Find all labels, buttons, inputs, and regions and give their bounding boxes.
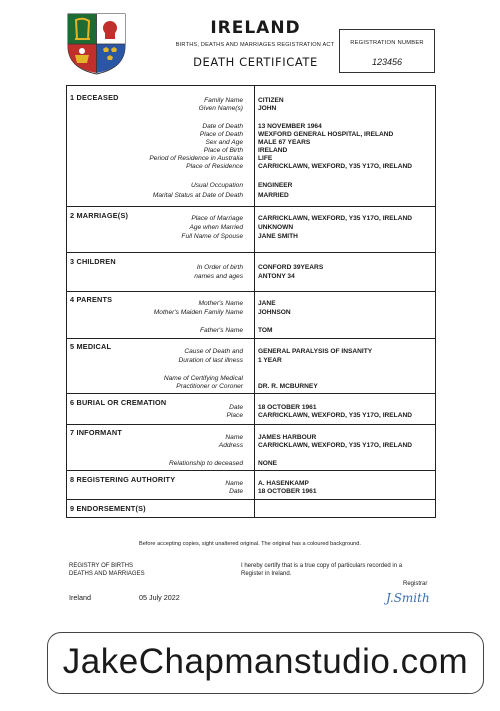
label-mother-maiden: Mother's Maiden Family Name — [153, 309, 243, 316]
value-informant-name: JAMES HARBOUR — [258, 434, 317, 441]
value-burial-place: CARRICKLAWN, WEXFORD, Y35 Y17O, IRELAND — [258, 412, 412, 419]
registration-number-box — [339, 29, 435, 73]
coat-of-arms-icon — [67, 13, 126, 75]
certificate-table — [66, 85, 436, 518]
certify-line-1: I hereby certify that is a true copy of particulars recorded in a — [241, 563, 403, 569]
label-informant-address: Address — [218, 442, 243, 449]
value-certifier: DR. R. MCBURNEY — [258, 383, 318, 390]
value-burial-date: 18 OCTOBER 1961 — [258, 404, 317, 411]
label-children-names: names and ages — [194, 273, 243, 280]
value-given-names: JOHN — [258, 105, 277, 112]
label-place-of-death: Place of Death — [199, 131, 243, 138]
label-marriage-age: Age when Married — [189, 224, 243, 231]
label-occupation: Usual Occupation — [190, 182, 243, 189]
watermark-text: JakeChapmanstudio.com — [62, 642, 469, 681]
label-children-order: In Order of birth — [196, 264, 243, 271]
section-title-children: 3 CHILDREN — [70, 257, 116, 266]
copy-notice: Before accepting copies, sight unaltered original. The original has a coloured background. — [139, 541, 361, 547]
label-mother: Mother's Name — [198, 300, 243, 307]
section-title-deceased: 1 DECEASED — [70, 93, 119, 102]
value-illness-duration: 1 YEAR — [258, 357, 282, 364]
label-marital-status: Marital Status at Date of Death — [152, 192, 243, 199]
label-place-of-birth: Place of Birth — [203, 147, 243, 154]
label-residence-period: Period of Residence in Australia — [149, 155, 243, 162]
divider — [67, 252, 435, 253]
label-father: Father's Name — [199, 327, 243, 334]
issue-place: Ireland — [69, 593, 91, 602]
issue-date: 05 July 2022 — [139, 593, 180, 602]
value-child-2: ANTONY 34 — [258, 273, 295, 280]
section-title-informant: 7 INFORMANT — [70, 428, 123, 437]
label-relationship: Relationship to deceased — [168, 460, 243, 467]
document-title: IRELAND — [210, 18, 301, 38]
section-title-burial: 6 BURIAL OR CREMATION — [70, 398, 167, 407]
label-certifier-2: Practitioner or Coroner — [176, 383, 243, 390]
certify-line-2: Register in Ireland. — [241, 571, 292, 577]
label-burial-place: Place — [226, 412, 243, 419]
value-residence-period: LIFE — [258, 155, 273, 162]
section-title-registering-authority: 8 REGISTERING AUTHORITY — [70, 475, 176, 484]
value-relationship: NONE — [258, 460, 278, 467]
label-date-of-death: Date of Death — [202, 123, 243, 130]
divider — [67, 206, 435, 207]
label-marriage-place: Place of Marriage — [191, 215, 243, 222]
value-child-1: CONFORD 39YEARS — [258, 264, 324, 271]
label-family-name: Family Name — [204, 97, 243, 104]
label-given-names: Given Name(s) — [198, 105, 243, 112]
label-informant-name: Name — [225, 434, 243, 441]
label-place-of-residence: Place of Residence — [186, 163, 243, 170]
section-title-medical: 5 MEDICAL — [70, 342, 112, 351]
section-title-endorsements: 9 ENDORSEMENT(S) — [70, 504, 146, 513]
divider — [67, 291, 435, 292]
registrar-signature: J.Smith — [386, 591, 430, 605]
registration-act: BIRTHS, DEATHS AND MARRIAGES REGISTRATION ACT — [175, 42, 335, 48]
label-authority-name: Name — [225, 480, 243, 487]
label-cause-of-death: Cause of Death and — [184, 348, 243, 355]
divider — [67, 499, 435, 500]
label-spouse: Full Name of Spouse — [181, 233, 243, 240]
registry-line-1: REGISTRY OF BIRTHS — [69, 563, 134, 569]
label-burial-date: Date — [229, 404, 243, 411]
value-mother: JANE — [258, 300, 276, 307]
divider — [67, 393, 435, 394]
column-divider — [254, 86, 255, 517]
registrar-label: Registrar — [403, 581, 428, 587]
label-authority-date: Date — [229, 488, 243, 495]
value-authority-date: 18 OCTOBER 1961 — [258, 488, 317, 495]
registration-number: 123456 — [371, 57, 403, 67]
divider — [67, 338, 435, 339]
value-place-of-death: WEXFORD GENERAL HOSPITAL, IRELAND — [258, 131, 394, 138]
label-certifier-1: Name of Certifying Medical — [163, 375, 243, 382]
value-father: TOM — [258, 327, 273, 334]
label-sex-age: Sex and Age — [205, 139, 243, 146]
value-place-of-birth: IRELAND — [258, 147, 288, 154]
value-date-of-death: 13 NOVEMBER 1964 — [258, 123, 322, 130]
document-subtitle: DEATH CERTIFICATE — [193, 55, 318, 69]
registry-line-2: DEATHS AND MARRIAGES — [69, 571, 145, 577]
label-illness-duration: Duration of last illness — [178, 357, 243, 364]
value-occupation: ENGINEER — [258, 182, 293, 189]
value-sex-age: MALE 67 YEARS — [258, 139, 311, 146]
value-authority-name: A. HASENKAMP — [258, 480, 309, 487]
registry-name — [69, 562, 145, 578]
value-marriage-age: UNKNOWN — [258, 224, 294, 231]
divider — [67, 470, 435, 471]
section-title-marriage: 2 MARRIAGE(S) — [70, 211, 129, 220]
value-marriage-place: CARRICKLAWN, WEXFORD, Y35 Y17O, IRELAND — [258, 215, 412, 222]
section-title-parents: 4 PARENTS — [70, 295, 113, 304]
registration-number-label: REGISTRATION NUMBER — [350, 40, 424, 46]
value-place-of-residence: CARRICKLAWN, WEXFORD, Y35 Y17O, IRELAND — [258, 163, 412, 170]
value-spouse: JANE SMITH — [258, 233, 298, 240]
value-marital-status: MARRIED — [258, 192, 289, 199]
value-family-name: CITIZEN — [258, 97, 284, 104]
certification-statement — [241, 562, 402, 578]
value-informant-address: CARRICKLAWN, WEXFORD, Y35 Y17O, IRELAND — [258, 442, 412, 449]
value-mother-maiden: JOHNSON — [258, 309, 291, 316]
value-cause-of-death: GENERAL PARALYSIS OF INSANITY — [258, 348, 373, 355]
divider — [67, 424, 435, 425]
watermark-banner — [47, 632, 484, 694]
